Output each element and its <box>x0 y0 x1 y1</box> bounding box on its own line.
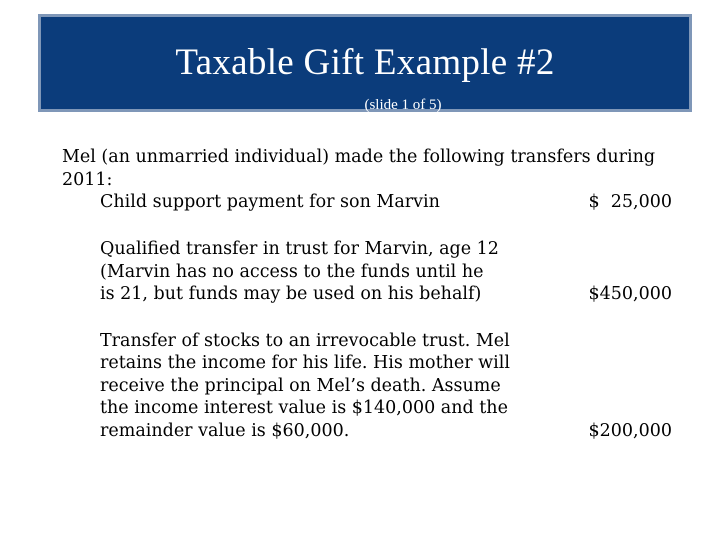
transfer-description <box>100 238 520 306</box>
title-banner <box>38 14 692 112</box>
transfer-amount: $200,000 <box>588 420 672 441</box>
transfer-item-child-support <box>100 191 672 213</box>
transfer-description <box>100 330 520 443</box>
transfer-line: the income interest value is $140,000 and the <box>100 398 508 418</box>
slide-body <box>62 146 672 442</box>
transfer-line: Child support payment for son Marvin <box>100 192 440 212</box>
transfer-line: (Marvin has no access to the funds until he <box>100 261 484 282</box>
slide-title: Taxable Gift Example #2 <box>175 42 555 83</box>
transfer-amount: $ 25,000 <box>588 192 672 212</box>
transfer-line: is 21, but funds may be used on his behalf) <box>100 284 482 304</box>
transfer-line: remainder value is $60,000. <box>100 420 350 441</box>
transfer-item-qualified-trust <box>100 238 672 306</box>
transfer-amount: $450,000 <box>588 284 672 304</box>
transfer-item-stock-trust <box>100 330 672 443</box>
transfer-line: retains the income for his life. His mother will <box>100 353 510 373</box>
transfer-description <box>100 191 520 214</box>
transfer-line: receive the principal on Mel’s death. Assume <box>100 375 501 396</box>
intro-text: Mel (an unmarried individual) made the following transfers during 2011: <box>62 147 656 190</box>
transfer-line: Qualified transfer in trust for Marvin, age 12 <box>100 239 499 259</box>
transfer-line: Transfer of stocks to an irrevocable trust. Mel <box>100 330 510 351</box>
slide-subtitle: (slide 1 of 5) <box>364 97 442 113</box>
